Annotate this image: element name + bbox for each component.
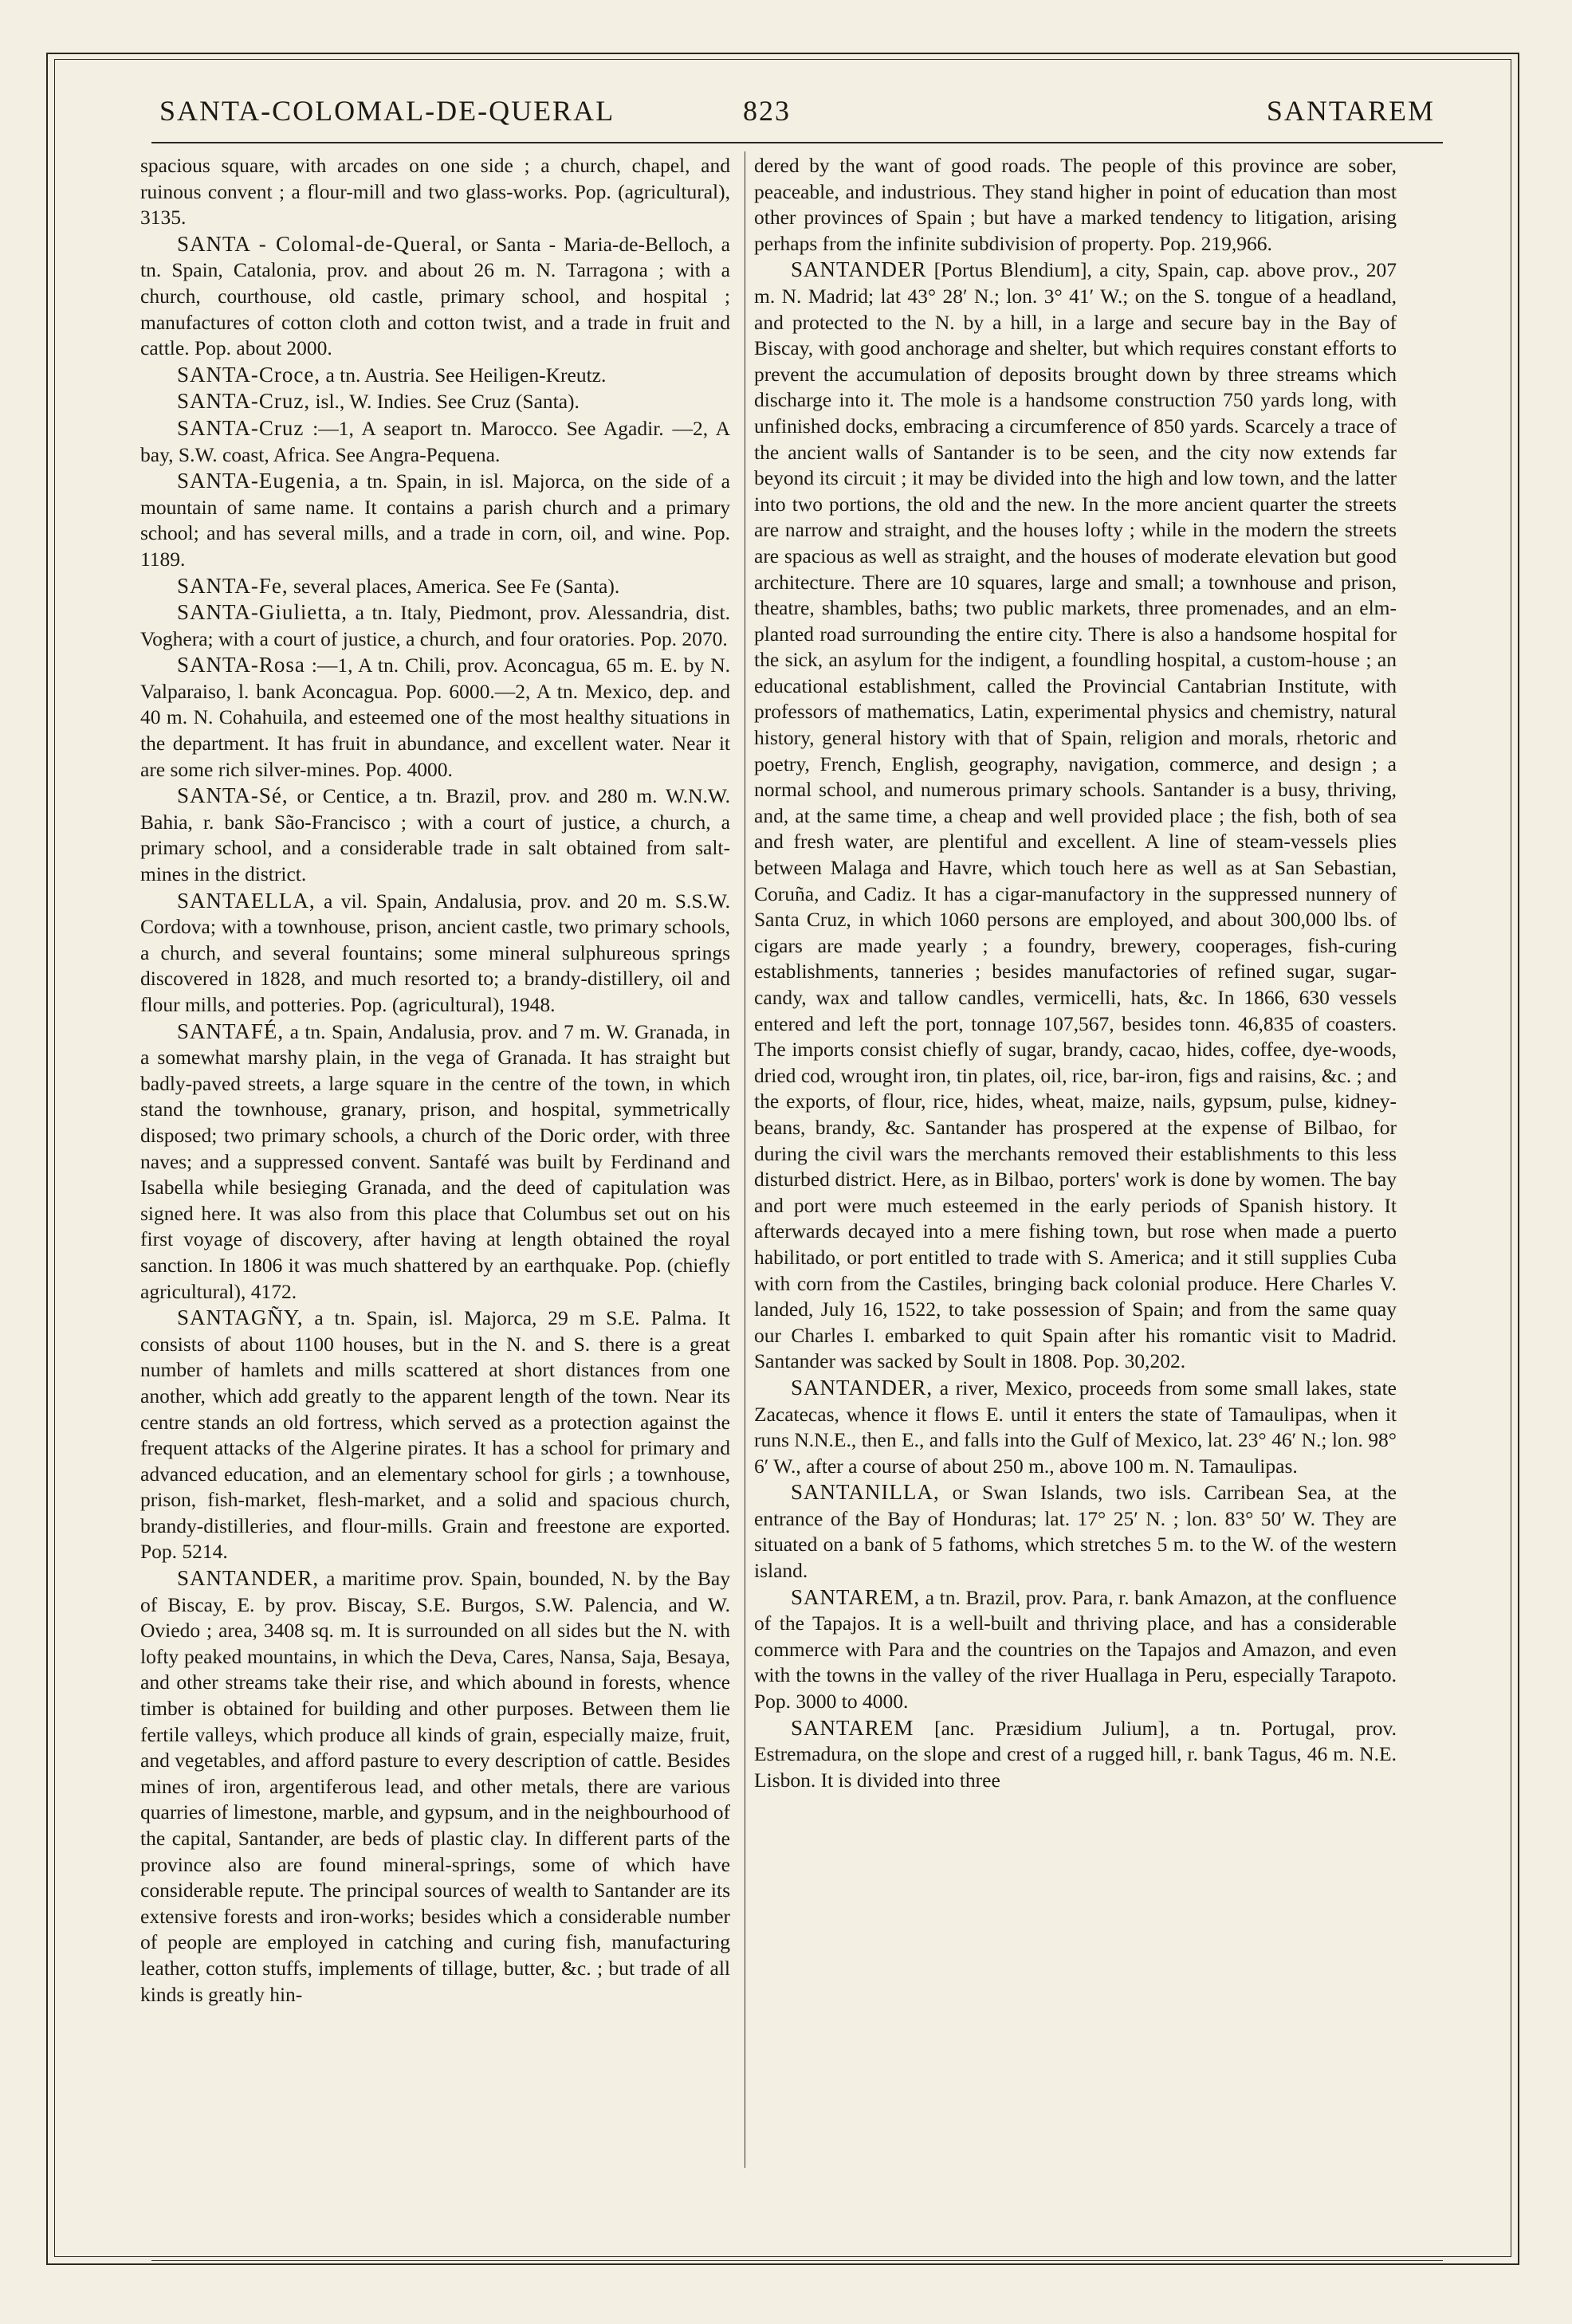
- dictionary-entry: [140, 1565, 730, 2008]
- header-rule: [151, 142, 1443, 143]
- entry-headword: SANTANDER: [791, 257, 927, 282]
- dictionary-entry: [140, 468, 730, 572]
- entry-body: :—1, A seaport tn. Marocco. See Agadir. —2, A bay, S.W. coast, Africa. See Angra-Pequena.: [140, 416, 730, 466]
- dictionary-entry: [754, 1479, 1397, 1584]
- entry-body: [Portus Blendium], a city, Spain, cap. above prov., 207 m. N. Madrid; lat 43° 28′ N.; lon. 3° 41′ W.; on the S. tongue of a headland, and protected to the N. by a hill, in a large and secure bay in the Bay of Biscay, with good anchorage and shelter, but which requires constant efforts to prevent the accumulation of deposits brought down by three streams which discharge into it. The mole is a handsome construction 750 yards long, with unfinished docks, embracing a circumference of 850 yards. Scarcely a trace of the ancient walls of Santander is to be seen, and the city now extends far beyond its circuit ; it may be divided into the high and low town, and the latter into two portions, the old and the new. In the more ancient quarter the streets are narrow and straight, and the houses lofty ; while in the modern the streets are spacious as well as straight, and the houses of moderate elevation but good architecture. There are 10 squares, large and small; a townhouse and prison, theatre, shambles, baths; two public markets, three promenades, and an elm-planted road surrounding the entire city. There is also a handsome hospital for the sick, an asylum for the indigent, a foundling hospital, a custom-house ; an educational establishment, called the Provincial Cantabrian Institute, with professors of mathematics, Latin, experimental physics and chemistry, natural history, general history with that of Spain, religion and morals, rhetoric and poetry, French, English, geography, navigation, commerce, and design ; a normal school, and numerous primary schools. Santander is a busy, thriving, and, at the same time, a cheap and well provided place ; the fish, both of sea and fresh water, are plentiful and excellent. A line of steam-vessels plies between Malaga and Havre, which touch here as well as at San Sebastian, Coruña, and Cadiz. It has a cigar-manufactory in the suppressed nunnery of Santa Cruz, in which 1060 persons are employed, and about 300,000 lbs. of cigars are made yearly ; a foundry, brewery, cooperages, fish-curing establishments, tanneries ; besides manufactories of refined sugar, sugar-candy, wax and tallow candles, vermicelli, hats, &c. In 1866, 630 vessels entered and left the port, tonnage 107,567, besides tonn. 46,835 of coasters. The imports consist chiefly of sugar, brandy, cacao, hides, coffee, dye-woods, dried cod, wrought iron, tin plates, oil, rice, bar-iron, figs and raisins, &c. ; and the exports, of flour, rice, hides, wheat, maize, nails, gypsum, pulse, kidney-beans, brandy, &c. Santander has prospered at the expense of Bilbao, for during the civil wars the merchants removed their establishments to this less disturbed district. Here, as in Bilbao, porters' work is done by women. The bay and port were much esteemed in the early periods of Spanish history. It afterwards decayed into a mere fishing town, but rose when made a puerto habilitado, or port entitled to trade with S. America; and it still supplies Cuba with corn from the Castiles, bringing back colonial produce. Here Charles V. landed, July 16, 1522, to take possession of Spain; and from the same quay our Charles I. embarked to quit Spain after his romantic visit to Madrid. Santander was sacked by Soult in 1808. Pop. 30,202.: [754, 258, 1397, 1373]
- right-column: [754, 153, 1397, 1793]
- running-head-right: SANTAREM: [1266, 95, 1435, 127]
- entry-headword: SANTA - Colomal-de-Queral,: [177, 231, 463, 256]
- entry-headword: SANTANDER,: [791, 1375, 933, 1400]
- entry-headword: SANTA-Eugenia,: [177, 469, 342, 493]
- entry-headword: SANTA-Cruz: [177, 415, 305, 440]
- entry-body: a maritime prov. Spain, bounded, N. by the Bay of Biscay, E. by prov. Biscay, S.E. Burgos, S.W. Palencia, and W. Oviedo ; area, 3408 sq. m. It is surrounded on all sides but the N. with lofty peaked mountains, in which the Deva, Cares, Nansa, Saja, Besaya, and other streams take their rise, and which abound in forests, whence timber is obtained for building and other purposes. Between them lie fertile valleys, which produce all kinds of grain, especially maize, fruit, and vegetables, and afford pasture to every description of cattle. Besides mines of iron, argentiferous lead, and other metals, there are various quarries of limestone, marble, and gypsum, and in the neighbourhood of the capital, Santander, are beds of plastic clay. In different parts of the province also are found mineral-springs, some of which have considerable repute. The principal sources of wealth to Santander are its extensive forests and iron-works; besides which a considerable number of people are employed in catching and curing fish, manufacturing leather, cotton stuffs, implements of tillage, butter, &c. ; but trade of all kinds is greatly hin-: [140, 1567, 730, 2006]
- entry-body: or Centice, a tn. Brazil, prov. and 280 m. W.N.W. Bahia, r. bank São-Francisco ; with a court of justice, a church, a primary school, and a considerable trade in salt obtained from salt-mines in the district.: [140, 784, 730, 886]
- running-head-left: SANTA-COLOMAL-DE-QUERAL: [159, 95, 615, 127]
- dictionary-entry: [140, 153, 730, 231]
- entry-body: a tn. Spain, Andalusia, prov. and 7 m. W. Granada, in a somewhat marshy plain, in the vega of Granada. It has straight but badly-paved streets, a large square in the centre of the town, in which stand the townhouse, granary, prison, and hospital, symmetrically disposed; two primary schools, a church of the Doric order, with three naves; and a suppressed convent. Santafé was built by Ferdinand and Isabella while besieging Granada, and the deed of capitulation was signed here. It was also from this place that Columbus set out on his first voyage of discovery, after having at length obtained the royal sanction. In 1806 it was much shattered by an earthquake. Pop. (chiefly agricultural), 4172.: [140, 1019, 730, 1303]
- dictionary-entry: [140, 888, 730, 1019]
- entry-headword: SANTA-Sé,: [177, 783, 289, 808]
- entry-body: a tn. Italy, Piedmont, prov. Alessandria, dist. Voghera; with a court of justice, a church, and four oratories. Pop. 2070.: [140, 601, 730, 650]
- entry-body: dered by the want of good roads. The people of this province are sober, peaceable, and industrious. They stand higher in point of education than most other provinces of Spain ; but have a marked tendency to litigation, arising perhaps from the infinite subdivision of property. Pop. 219,966.: [754, 154, 1397, 255]
- entry-headword: SANTAELLA,: [177, 888, 316, 913]
- entry-headword: SANTANDER,: [177, 1566, 320, 1591]
- dictionary-entry: [754, 257, 1397, 1375]
- entry-body: a tn. Spain, isl. Majorca, 29 m S.E. Palma. It consists of about 1100 houses, but in the N. and S. there is a great number of hamlets and mills scattered at short distances from one another, which add greatly to the apparent length of the town. Near its centre stands an old fortress, which served as a protection against the frequent attacks of the Algerine pirates. It has a school for primary and advanced education, and an elementary school for girls ; a townhouse, prison, fish-market, flesh-market, and a solid and spacious church, brandy-distilleries, and flour-mills. Grain and freestone are exported. Pop. 5214.: [140, 1306, 730, 1564]
- entry-body: or Santa - Maria-de-Belloch, a tn. Spain, Catalonia, prov. and about 26 m. N. Tarragona ; with a church, courthouse, old castle, primary school, and hospital ; manufactures of cotton cloth and cotton twist, and a trade in fruit and cattle. Pop. about 2000.: [140, 232, 730, 360]
- entry-headword: SANTAREM,: [791, 1584, 921, 1609]
- dictionary-entry: [754, 1715, 1397, 1794]
- entry-body: a river, Mexico, proceeds from some small lakes, state Zacatecas, whence it flows E. until it enters the state of Tamaulipas, when it runs N.N.E., then E., and falls into the Gulf of Mexico, lat. 23° 46′ N.; lon. 98° 6′ W., after a course of about 250 m., above 100 m. N. Tamaulipas.: [754, 1376, 1397, 1478]
- dictionary-entry: [140, 652, 730, 783]
- entry-body: [anc. Præsidium Julium], a tn. Portugal, prov. Estremadura, on the slope and crest of a rugged hill, r. bank Tagus, 46 m. N.E. Lisbon. It is divided into three: [754, 1716, 1397, 1792]
- entry-headword: SANTA-Rosa: [177, 653, 305, 677]
- entry-body: isl., W. Indies. See Cruz (Santa).: [310, 390, 580, 414]
- dictionary-entry: [140, 415, 730, 468]
- dictionary-entry: [754, 153, 1397, 257]
- entry-headword: SANTA-Cruz,: [177, 389, 311, 414]
- dictionary-entry: [754, 1584, 1397, 1715]
- entry-headword: SANTAFÉ,: [177, 1019, 285, 1043]
- entry-body: :—1, A tn. Chili, prov. Aconcagua, 65 m. E. by N. Valparaiso, l. bank Aconcagua. Pop. 6000.—2, A tn. Mexico, dep. and 40 m. N. Cohahuila, and esteemed one of the most healthy situations in the department. It has fruit in abundance, and excellent water. Near it are some rich silver-mines. Pop. 4000.: [140, 654, 730, 781]
- entry-body: or Swan Islands, two isls. Carribean Sea, at the entrance of the Bay of Honduras; lat. 17° 25′ N. ; lon. 83° 50′ W. They are situated on a bank of 5 fathoms, which stretches 5 m. to the W. of the western island.: [754, 1481, 1397, 1583]
- entry-headword: SANTA-Croce,: [177, 362, 321, 387]
- entry-headword: SANTA-Fe,: [177, 573, 289, 598]
- entry-headword: SANTA-Giulietta,: [177, 600, 348, 625]
- left-column: [140, 153, 730, 2008]
- dictionary-entry: [140, 1019, 730, 1305]
- dictionary-entry: [140, 231, 730, 362]
- dictionary-entry: [140, 388, 730, 415]
- page-header: [159, 88, 1435, 135]
- dictionary-entry: [754, 1375, 1397, 1479]
- dictionary-entry: [140, 573, 730, 600]
- dictionary-entry: [140, 783, 730, 887]
- entry-body: a tn. Spain, in isl. Majorca, on the side of a mountain of same name. It contains a parish church and a primary school; and has several mills, and a trade in corn, oil, and wine. Pop. 1189.: [140, 469, 730, 571]
- entry-headword: SANTAGÑY,: [177, 1305, 304, 1330]
- footer-rule: [151, 2260, 1443, 2261]
- entry-headword: SANTAREM: [791, 1715, 914, 1740]
- entry-body: a vil. Spain, Andalusia, prov. and 20 m. S.S.W. Cordova; with a townhouse, prison, ancient castle, two primary schools, a church, and several fountains; some mineral sulphureous springs discovered in 1828, and much resorted to; a brandy-distillery, oil and flour mills, and potteries. Pop. (agricultural), 1948.: [140, 889, 730, 1016]
- entry-headword: SANTANILLA,: [791, 1480, 940, 1505]
- dictionary-entry: [140, 362, 730, 389]
- entry-body: several places, America. See Fe (Santa).: [288, 574, 620, 598]
- dictionary-entry: [140, 599, 730, 652]
- page-number: 823: [743, 95, 791, 127]
- dictionary-entry: [140, 1305, 730, 1565]
- entry-body: a tn. Brazil, prov. Para, r. bank Amazon, at the confluence of the Tapajos. It is a well-built and thriving place, and has a considerable commerce with Para and the countries on the Tapajos and Amazon, and even with the towns in the valley of the river Huallaga in Peru, especially Tarapoto. Pop. 3000 to 4000.: [754, 1585, 1397, 1714]
- entry-body: spacious square, with arcades on one side ; a church, chapel, and ruinous convent ; a flour-mill and two glass-works. Pop. (agricultural), 3135.: [140, 154, 730, 230]
- entry-body: a tn. Austria. See Heiligen-Kreutz.: [320, 363, 607, 387]
